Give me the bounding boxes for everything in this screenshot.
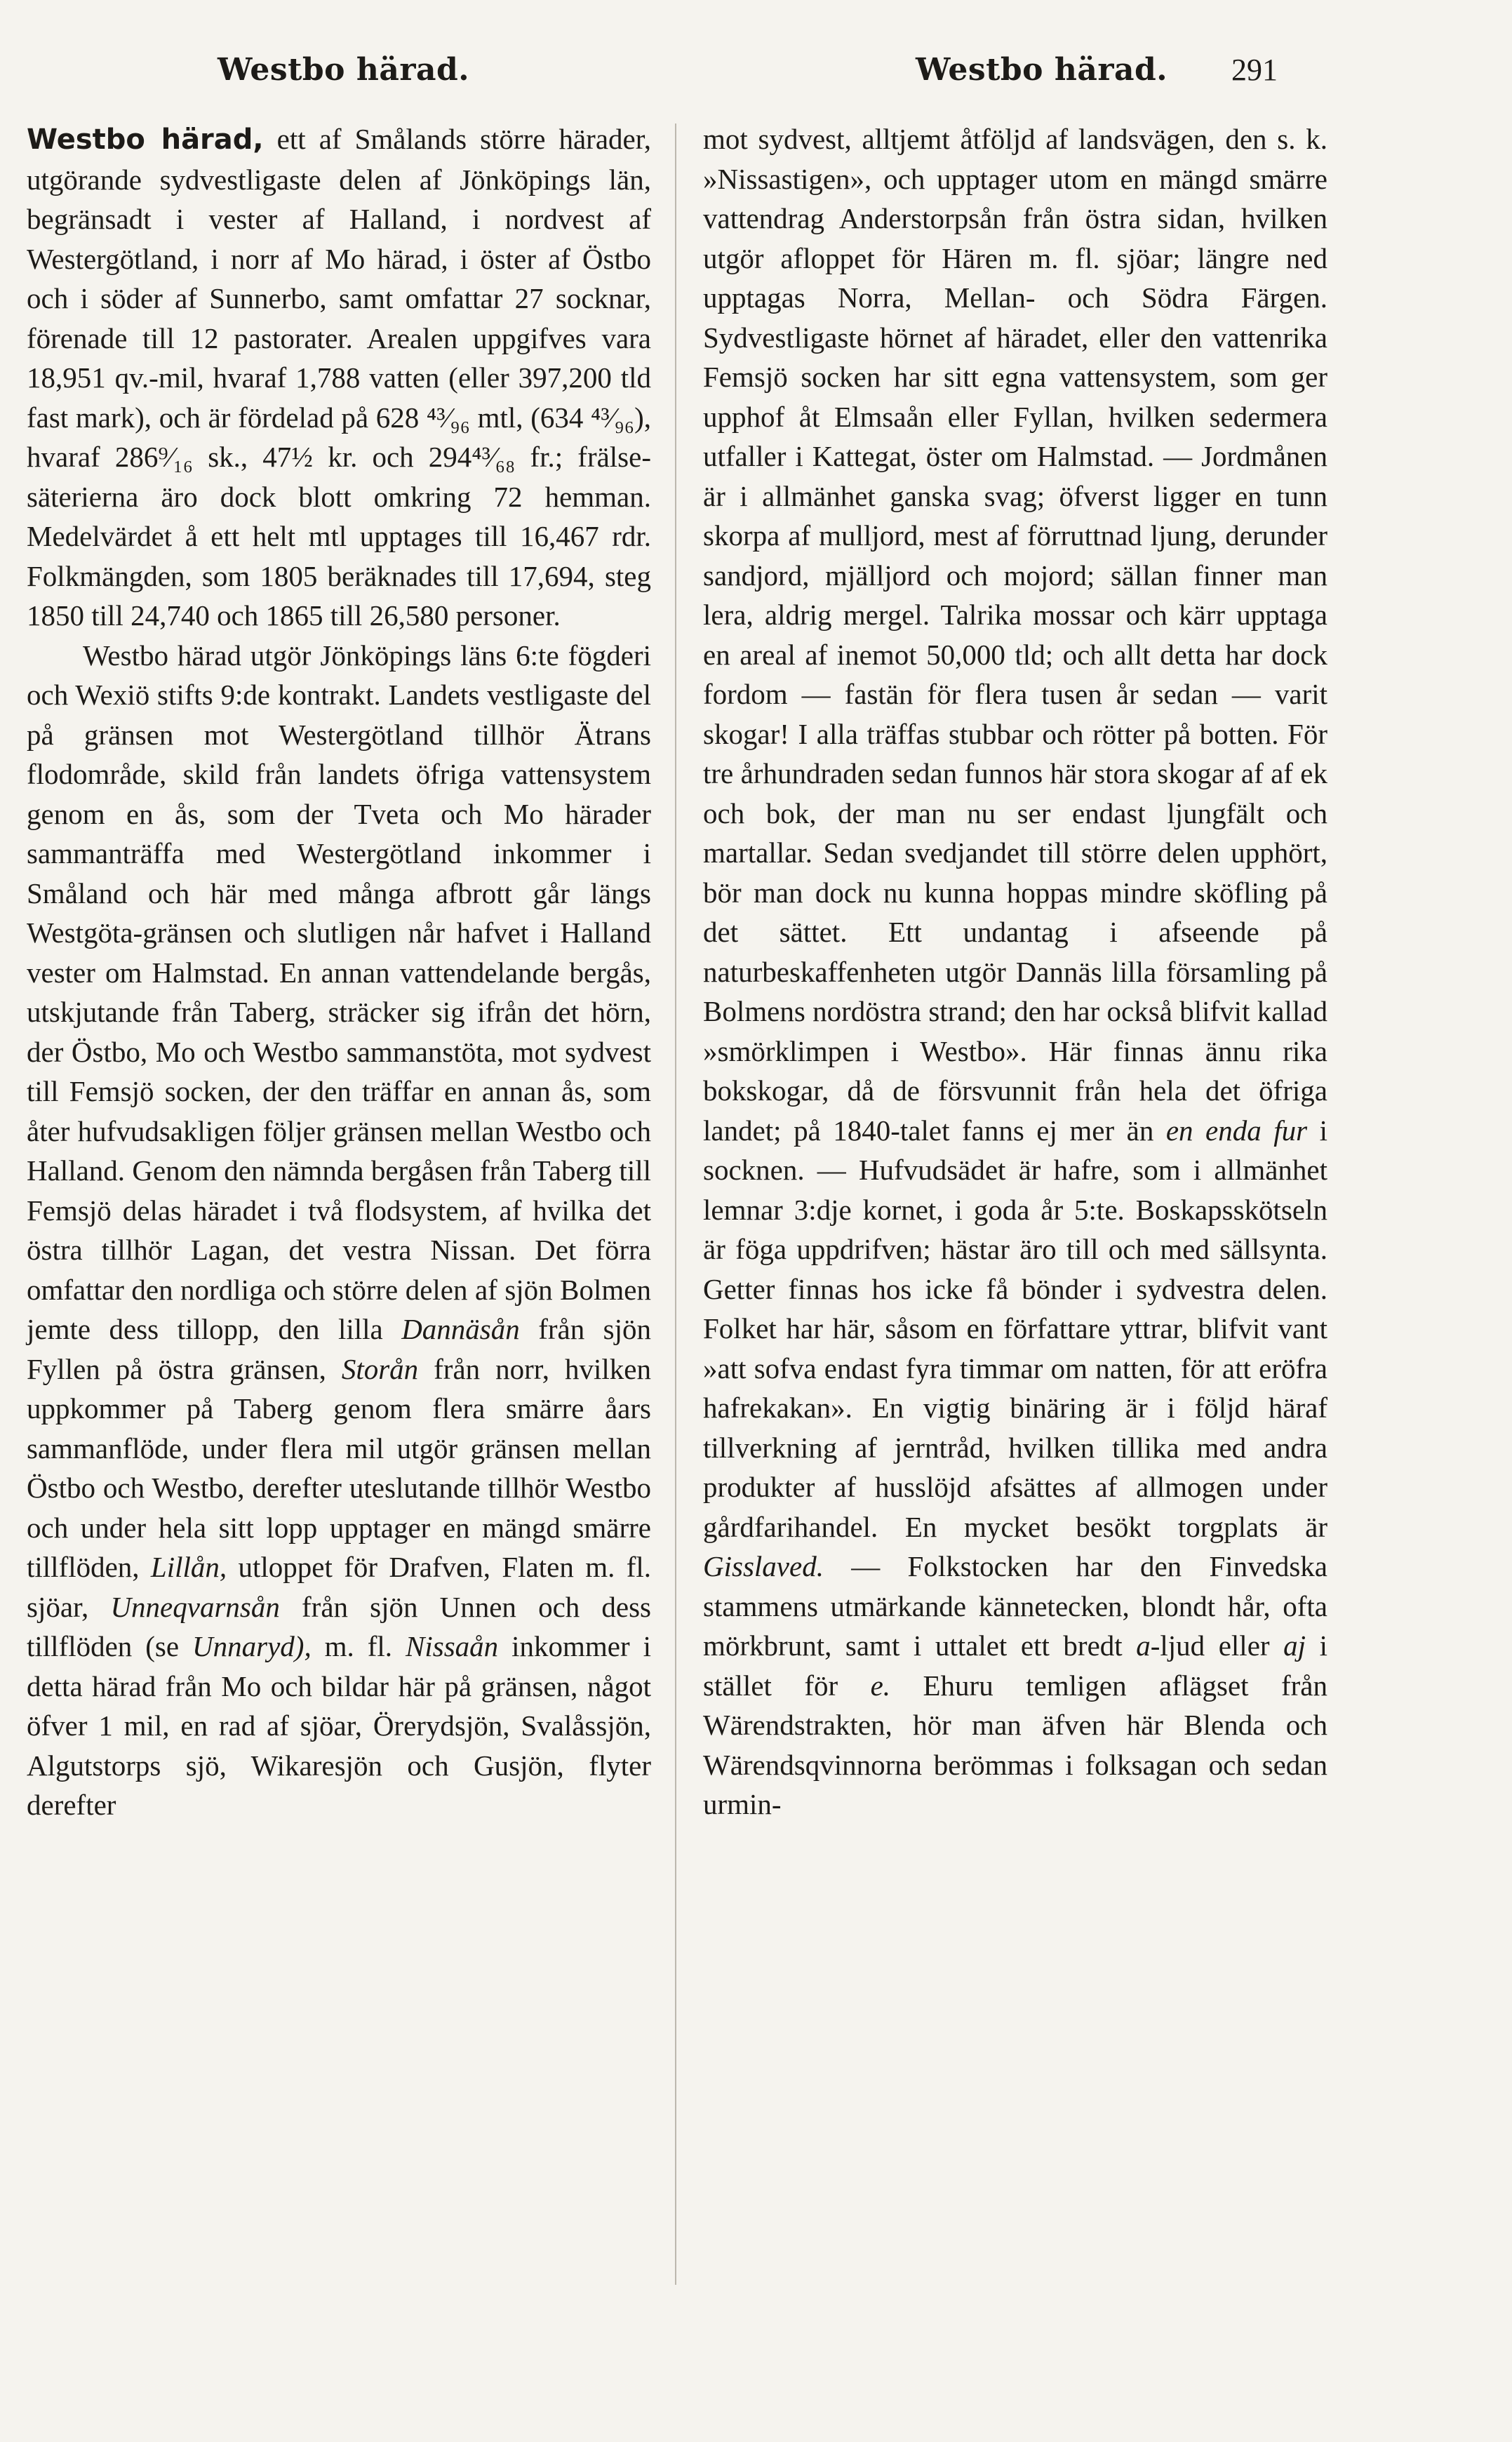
text-run: — Folkstocken har den Finvedska stammens utmärkande kännetecken, blondt hår, ofta mörkbrunt, samt i uttalet ett bredt [703,1550,1327,1662]
entry-headword: Westbo härad, [27,124,264,156]
running-header-right: Westbo härad. [916,52,1168,88]
text-run: inkommer i detta härad från Mo och bildar här på gränsen, något öfver 1 mil, en rad af sjöar, Örerydsjön, Svalåssjön, Algutstorps sjö, Wikaresjön och Gusjön, flyter derefter [27,1630,651,1821]
emphasis-italic: fur [1273,1114,1308,1147]
text-run: Ehuru temligen aflägset från Wärendstrakten, hör man äfven här Blenda och Wärendsqvinnorna berömmas i folksagan och sedan urmin- [703,1669,1327,1820]
text-run: utloppet för Drafven, Flaten m. fl. sjöar, [27,1551,651,1623]
right-text-column [703,119,1327,1824]
running-header-left: Westbo härad. [218,52,470,88]
text-run: från sjön Unnen och dess tillflöden (se [27,1590,652,1662]
text-run: -ljud eller [1150,1629,1284,1662]
emphasis-italic: e. [870,1669,891,1702]
text-run: från sjön Fyllen på östra gränsen, [27,1313,652,1385]
place-name-italic: Nissaån [406,1630,499,1662]
emphasis-italic: a [1136,1629,1151,1662]
place-name-italic: Unnaryd), [192,1630,312,1662]
text-run: Westbo härad utgör Jönköpings läns 6:te fögderi och Wexiö stifts 9:de kontrakt. Landets vestligaste del på gränsen mot Westergötland tillhör Ätrans flodområde, skild från landets öfriga vattensystem genom en ås, som der Tveta och Mo härader sammanträffa med Westergötland inkommer i Småland och här med många afbrott går längs Westgöta-gränsen och slutligen når hafvet i Halland vester om Halmstad. En annan vattendelande bergås, utskjutande från Taberg, sträcker sig ifrån det hörn, der Östbo, Mo och Westbo sammanstöta, mot sydvest till Femsjö socken, der den träffar en annan ås, som åter hufvudsakligen följer gränsen mellan Westbo och Halland. Genom den nämnda bergåsen från Taberg till Femsjö delas häradet i två flodsystem, af hvilka det östra tillhör Lagan, det vestra Nissan. Det förra omfattar den nordliga och större delen af sjön Bolmen jemte dess tillopp, den lilla [27,639,651,1345]
text-run: m. fl. [311,1630,406,1662]
place-name-italic: Unneqvarnsån [110,1590,280,1623]
left-text-column [27,119,651,1825]
text-run: från norr, hvilken uppkommer på Taberg genom flera smärre åars sammanflöde, under flera mil utgör gränsen mellan Östbo och Westbo, derefter uteslutande tillhör Westbo och under hela sitt lopp upptager en mängd smärre tillflöden, [27,1352,651,1583]
place-name-italic: Lillån, [150,1551,227,1583]
intro-text: ett af Smålands större härader, utgörande sydvestligaste delen af Jönköpings län, begränsadt i vester af Halland, i nordvest af Westergötland, i norr af Mo härad, i öster af Östbo och i söder af Sunnerbo, samt omfattar 27 socknar, förenade till 12 pastorater. Arealen uppgifves vara 18,951 qv.-mil, hvaraf 1,788 vatten (eller 397,200 tld fast mark), och är fördelad på 628 ⁴³⁄₉₆ mtl, (634 ⁴³⁄₉₆), hvaraf 286⁹⁄₁₆ sk., 47½ kr. och 294⁴³⁄₆₈ fr.; frälse-säterierna äro dock blott omkring 72 hemman. Medelvärdet å ett helt mtl upptages till 16,467 rdr. Folkmängden, som 1805 beräknades till 17,694, steg 1850 till 24,740 och 1865 till 26,580 personer. [27,123,651,632]
paragraph-intro [27,119,651,636]
place-name-italic: Dannäsån [401,1313,520,1345]
text-run: mot sydvest, alltjemt åtföljd af landsvägen, den s. k. »Nissastigen», och upptager utom en mängd smärre vattendrag Anderstorpsån från östra sidan, hvilken utgör afloppet för Hären m. fl. sjöar; längre ned upptagas Norra, Mellan- och Södra Färgen. Sydvestligaste hörnet af häradet, eller den vattenrika Femsjö socken har sitt egna vattensystem, som ger upphof åt Elmsaån eller Fyllan, hvilken sedermera utfaller i Kattegat, öster om Halmstad. — Jordmånen är i allmänhet ganska svag; öfverst ligger en tunn skorpa af mulljord, mest af förruttnad ljung, derunder sandjord, mjälljord och mojord; sällan finner man lera, aldrig mergel. Talrika mossar och kärr upptaga en areal af inemot 50,000 tld; och allt detta har dock fordom — fastän för flera tusen år sedan — varit skogar! I alla träffas stubbar och rötter på botten. För tre århundraden sedan funnos här stora skogar af af ek och bok, der man nu ser endast ljungfält och martallar. Sedan svedjandet till större delen upphört, bör man dock nu kunna hoppas mindre sköfling på det sättet. Ett undantag i afseende på naturbeskaffenheten utgör Dannäs lilla församling på Bolmens nordöstra strand; den har också blifvit kallad »smörklimpen i Westbo». Här finnas ännu rika bokskogar, då de försvunnit från hela det öfriga landet; på 1840-talet fanns ej mer än [703,123,1327,1147]
column-divider [675,124,676,2285]
place-name-italic: Storån [341,1352,419,1385]
emphasis-italic: aj [1283,1629,1306,1662]
emphasis-italic: en enda [1165,1114,1262,1147]
place-name-italic: Gisslaved. [703,1550,824,1582]
paragraph-continuation [703,119,1327,1824]
text-run: i stället för [703,1629,1327,1702]
page-number: 291 [1231,53,1278,87]
paragraph-hydrography [27,636,651,1825]
text-run: i socknen. — Hufvudsädet är hafre, som i allmänhet lemnar 3:dje kornet, i goda år 5:te. Boskapsskötseln är föga uppdrifven; hästar äro till och med sällsynta. Getter finnas hos icke få bönder i sydvestra delen. Folket har här, såsom en författare yttrar, blifvit vant »att sofva endast fyra timmar om natten, för att eröfra hafrekakan». En vigtig binäring är i följd häraf tillverkning af jerntråd, hvilken tillika med andra produkter af husslöjd afsättes af allmogen under gårdfarihandel. En mycket besökt torgplats är [703,1114,1327,1543]
